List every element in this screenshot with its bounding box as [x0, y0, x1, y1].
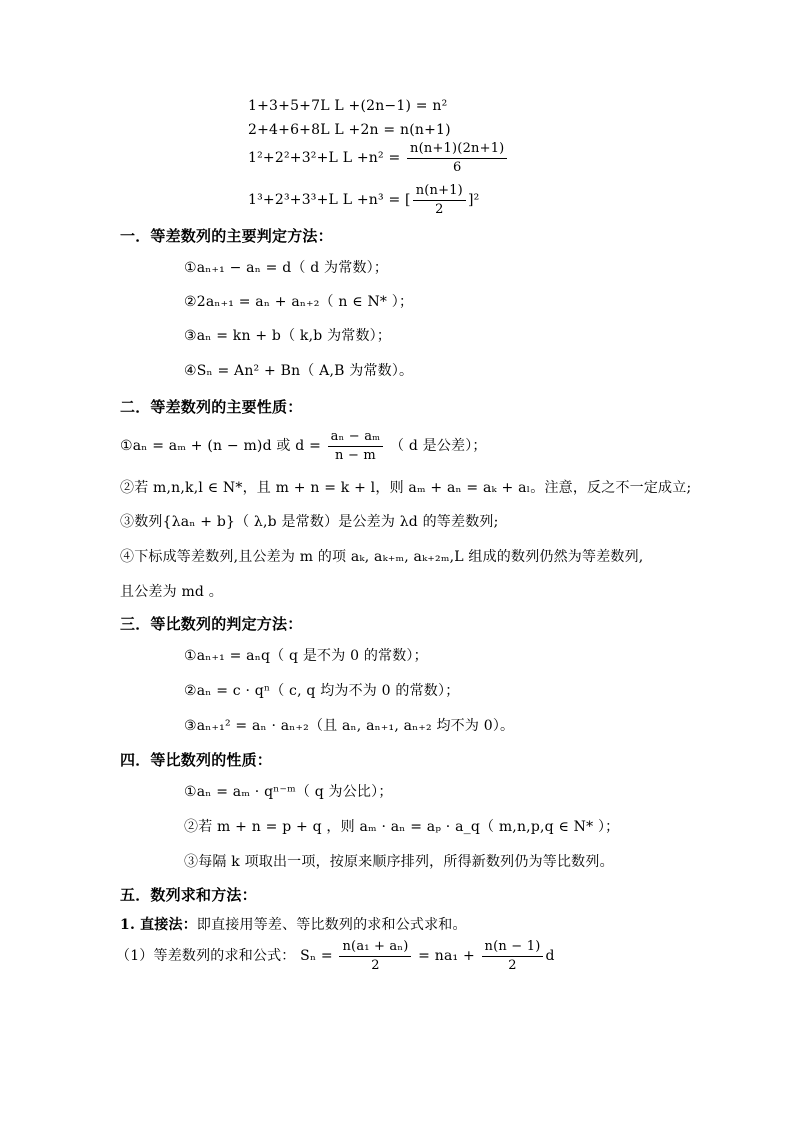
section2-item-4b: 且公差为 md 。	[120, 584, 223, 600]
section2-item-1-right: （ d 是公差）；	[389, 438, 487, 454]
cube-sum-left: 1³+2³+3³+L L +n³ = [	[248, 192, 411, 208]
square-sum-left: 1²+2²+3²+L L +n² =	[248, 150, 401, 166]
cube-sum-fraction	[413, 183, 466, 218]
cube-sum-right: ]²	[467, 192, 480, 208]
section4-item-3: ③每隔 k 项取出一项，按原来顺序排列，所得新数列仍为等比数列。	[184, 854, 614, 870]
formula-square-sum	[248, 140, 509, 176]
section2-item-3: ③数列{λaₙ + b}（ λ,b 是常数）是公差为 λd 的等差数列;	[120, 514, 499, 530]
formula-mid: = na₁ +	[418, 948, 475, 964]
sum-fraction-1-numerator: n(a₁ + aₙ)	[339, 939, 411, 957]
formula-end: d	[545, 948, 555, 964]
sum-fraction-2-denominator: 2	[508, 957, 517, 973]
section3-item-1: ①aₙ₊₁ = aₙq（ q 是不为 0 的常数）；	[184, 648, 428, 664]
section4-item-1: ①aₙ = aₘ · qⁿ⁻ᵐ（ q 为公比）；	[184, 784, 393, 800]
section1-item-4: ④Sₙ = An² + Bn（ A,B 为常数）。	[184, 363, 414, 379]
sum-fraction-2-numerator: n(n − 1)	[482, 939, 544, 957]
section3-heading: 三．等比数列的判定方法：	[120, 615, 303, 633]
section1-heading: 一．等差数列的主要判定方法：	[120, 227, 333, 245]
method-1-label: 1. 直接法：	[120, 917, 197, 933]
method-1-text: 即直接用等差、等比数列的求和公式求和。	[196, 917, 467, 933]
square-sum-denominator: 6	[453, 159, 462, 175]
section5-heading: 五．数列求和方法：	[120, 886, 257, 904]
formula-odd-sum: 1+3+5+7L L +(2n−1) = n²	[248, 98, 448, 114]
common-difference-denominator: n − m	[335, 447, 376, 463]
section2-item-4a: ④下标成等差数列,且公差为 m 的项 aₖ, aₖ₊ₘ, aₖ₊₂ₘ,L 组成的数列仍然为等差数列,	[120, 549, 644, 565]
section3-item-3: ③aₙ₊₁² = aₙ · aₙ₊₂（且 aₙ, aₙ₊₁, aₙ₊₂ 均不为 0）。	[184, 718, 515, 734]
section2-heading: 二．等差数列的主要性质：	[120, 398, 303, 416]
sum-fraction-2	[482, 939, 544, 974]
arithmetic-sum-formula	[116, 938, 555, 974]
section2-item-1	[120, 428, 487, 464]
formula-lhs: Sₙ =	[300, 948, 333, 964]
section1-item-3: ③aₙ = kn + b（ k,b 为常数）；	[184, 328, 392, 344]
square-sum-fraction	[407, 141, 507, 176]
formula-cube-sum	[248, 182, 479, 218]
common-difference-numerator: aₙ − aₘ	[328, 429, 384, 447]
sum-fraction-1-denominator: 2	[371, 957, 380, 973]
section5-method-1	[120, 915, 467, 935]
square-sum-numerator: n(n+1)(2n+1)	[407, 141, 507, 159]
section2-item-1-left: ①aₙ = aₘ + (n − m)d 或 d =	[120, 438, 321, 454]
formula-even-sum: 2+4+6+8L L +2n = n(n+1)	[248, 122, 451, 138]
section2-item-2: ②若 m,n,k,l ∈ N*，且 m + n = k + l，则 aₘ + aₙ = aₖ + aₗ。注意，反之不一定成立;	[120, 480, 692, 496]
section1-item-1: ①aₙ₊₁ − aₙ = d（ d 为常数）；	[184, 260, 389, 276]
common-difference-fraction	[328, 429, 384, 464]
formula-label: （1）等差数列的求和公式：	[116, 948, 296, 964]
cube-sum-denominator: 2	[435, 201, 444, 217]
section3-item-2: ②aₙ = c · qⁿ（ c, q 均为不为 0 的常数）；	[184, 683, 460, 699]
section4-heading: 四．等比数列的性质：	[120, 751, 273, 769]
sum-fraction-1	[339, 939, 411, 974]
section1-item-2: ②2aₙ₊₁ = aₙ + aₙ₊₂（ n ∈ N* ）；	[184, 294, 414, 310]
cube-sum-numerator: n(n+1)	[413, 183, 466, 201]
section4-item-2: ②若 m + n = p + q ，则 aₘ · aₙ = aₚ · a_q（ m,n,p,q ∈ N* ）；	[184, 819, 620, 835]
